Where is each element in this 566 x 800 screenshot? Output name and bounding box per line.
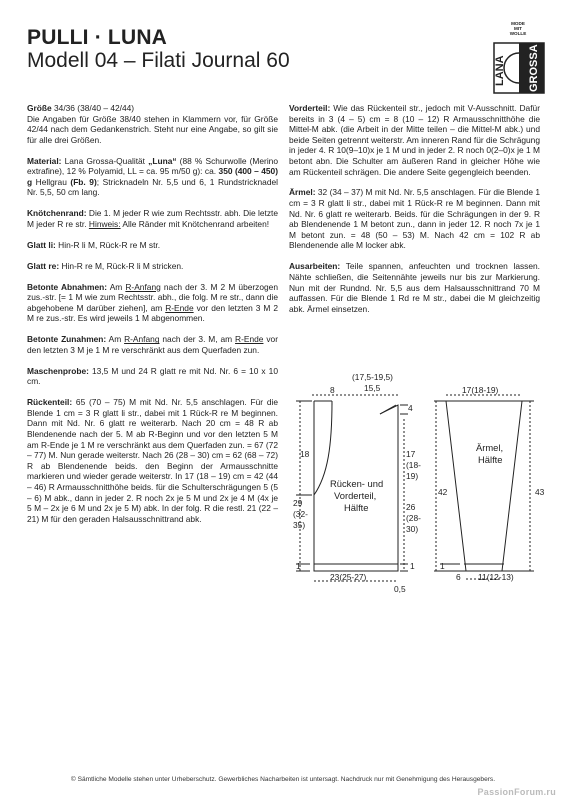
dim-side-26: 26 [406, 502, 416, 512]
dim-length-3235b: 35) [293, 520, 306, 530]
glatt-re-section: Glatt re: Hin-R re M, Rück-R li M stricken. [27, 260, 184, 271]
glatt-li-section: Glatt li: Hin-R li M, Rück-R re M str. [27, 239, 161, 250]
dim-armhole-17: 17 [406, 449, 416, 459]
knot-edge-section: Knötchenrand: Die 1. M jeder R wie zum Rechtsstr. abh. Die letzte M jeder R re str. Hinweis: Alle Ränder mit Knötchenrand arbeiten! [27, 208, 278, 229]
dim-shoulder-8: 8 [330, 385, 335, 395]
dim-neck-155: 15,5 [364, 383, 381, 393]
dim-armhole-18: 18 [300, 449, 310, 459]
increase-section: Betonte Zunahmen: Am R-Anfang nach der 3. M, am R-Ende vor den letzten 3 M je 1 M re verschränkt aus dem Querfaden zun. [27, 334, 278, 355]
sleeve-piece-label-1: Ärmel, [476, 442, 504, 453]
dim-neck-range: (17,5-19,5) [352, 372, 393, 382]
sleeve-dim-42: 42 [438, 487, 448, 497]
instructions-left-column [27, 103, 278, 535]
dim-band-left: 1 [296, 561, 301, 571]
sleeve-section: Ärmel: 32 (34 – 37) M mit Nd. Nr. 5,5 anschlagen. Für die Blende 1 cm = 3 R glatt li str., dabei mit 1 Rück-R re M beginnen. Dann mit Nd. Nr. 6 glatt re weiterarb. Beids. für die Schrägungen in der 9. R ab Blendenende 1 M betont zun., dann in jeder 12. R noch 7x je 1 M betont zun. = 48 (50 – 53) M. Nach 42 cm = 102 R ab Blendenende alle M locker abk. [289, 187, 540, 251]
dim-band-right: 1 [410, 561, 415, 571]
material-section: Material: Lana Grossa-Qualität „Luna“ (88 % Schurwolle (Merino extrafine), 12 % Polyamid, LL = ca. 95 m/50 g): ca. 350 (400 – 450) g Hellgrau (Fb. 9); Stricknadeln Nr. 5,5 und 6, 1 Rundstricknadel Nr. 5,5, 50 cm lang. [27, 155, 278, 198]
front-section: Vorderteil: Wie das Rückenteil str., jedoch mit V-Ausschnitt. Dafür bereits in 3 (4 – 5) cm = 8 (10 – 12) R Armausschnitthöhe die Mittel-M abk. (die Arbeit in der Mitte teilen – die Mittel-M abk.) und beide Seiten getrennt weiterstr. Am inneren Rand für die Schrägung in jeder 4. R 10(9–10)x je 1 M und in jeder 2. R noch 0(2–0)x je 1 M betont abn. Die Schulter am äußeren Rand in gleicher Höhe wie am Rückenteil schrägen. Die andere Seite gegengleich beenden. [289, 103, 540, 177]
dim-length-29: 29 [293, 498, 303, 508]
dim-length-3235a: (32- [293, 509, 308, 519]
dim-armhole-1819a: (18- [406, 460, 421, 470]
page-subtitle: Modell 04 – Filati Journal 60 [27, 49, 290, 72]
size-section: Größe 34/36 (38/40 – 42/44) Die Angaben für Größe 38/40 stehen in Klammern vor, für Größe 42/44 nach dem Gedankenstrich. Steht nur eine Angabe, so gilt sie für alle drei Größen. [27, 103, 278, 145]
copyright-footer: © Sämtliche Modelle stehen unter Urheberschutz. Gewerbliches Nacharbeiten ist untersagt. Nachdruck nur mit Genehmigung des Herausgebers. [70, 776, 496, 783]
dim-side-2830b: 30) [406, 524, 419, 534]
sleeve-dim-bottom: 11(12-13) [478, 572, 514, 582]
sleeve-dim-top: 17(18-19) [462, 385, 499, 395]
body-piece-label-3: Hälfte [344, 502, 369, 513]
body-piece-label-1: Rücken- und [330, 478, 384, 489]
gauge-section: Maschenprobe: 13,5 M und 24 R glatt re mit Nd. Nr. 6 = 10 x 10 cm. [27, 365, 278, 387]
svg-text:GROSSA: GROSSA [528, 44, 540, 92]
logo-mark-icon [493, 42, 545, 94]
dim-armhole-1819b: 19) [406, 471, 419, 481]
schematic-diagram [290, 365, 550, 605]
decrease-section: Betonte Abnahmen: Am R-Anfang nach der 3. M 2 M überzogen zus.-str. [= 1 M wie zum Rechtsstr. abh., die folg. M re str., dann die abgehobene M darüber ziehen], am R-Ende vor den letzten 3 M 2 M re zus.-str. Es wird jeweils 1 M abgenommen. [27, 281, 278, 324]
sleeve-dim-43: 43 [535, 487, 545, 497]
instructions-right-column [289, 103, 540, 325]
sleeve-piece-label-2: Hälfte [478, 454, 503, 465]
sleeve-dim-6: 6 [456, 572, 461, 582]
finishing-section: Ausarbeiten: Teile spannen, anfeuchten und trocknen lassen. Nähte schließen, die Seitennähte jeweils nur bis zur Markierung. Nun mit der Rundnd. Nr. 5,5 aus dem Halsausschnittrand 70 M auffassen. Für die Blende 1 Rd re M str., dabei die M gleichzeitig abk. Ärmel einsetzen. [289, 261, 540, 314]
page-title: PULLI · LUNA [27, 26, 168, 49]
brand-logo [493, 22, 545, 94]
dim-width: 23(25-27) [330, 572, 367, 582]
sleeve-schematic [434, 395, 534, 579]
dim-half-cm: 0,5 [394, 584, 406, 594]
dim-side-2830a: (28- [406, 513, 421, 523]
svg-text:LANA: LANA [494, 55, 506, 86]
dim-neck-depth: 4 [408, 403, 413, 413]
watermark: PassionForum.ru [477, 787, 556, 797]
back-section: Rückenteil: 65 (70 – 75) M mit Nd. Nr. 5,5 anschlagen. Für die Blende 1 cm = 3 R glatt li str., dabei mit 1 Rück-R re M beginnen. Dann mit Nd. Nr. 6 glatt re weiterarb. Nach 20 cm = 48 R ab Blendenende nach der 5. M ab R-Beginn und vor den letzten 5 M am R-Ende je 1 M re verschränkt aus dem Querfaden zun. = 67 (72 – 77) M. Nun gerade weiterstr. Nach 26 (28 – 30) cm = 62 (68 – 72) R ab Blendenende beids. den Beginn der Armausschnitte markieren und wieder gerade weiterstr. In 17 (18 – 19) cm = 42 (44 – 46) R Armausschnitthöhe beids. für die Schulterschrägungen 5 (5 – 6) M abk., dann in jeder 2. R noch 2x je 5 M und 2x je 4 M (4x je 5 M – 2x je 6 M und 2x je 5 M) abk. In der folg. R die restl. 21 (22 – 21) M für den geraden Halsausschnittrand abk. [27, 397, 278, 524]
body-piece-label-2: Vorderteil, [334, 490, 377, 501]
sleeve-dim-band: 1 [440, 561, 445, 571]
logo-tagline: MODE MIT WOLLE [509, 21, 527, 36]
